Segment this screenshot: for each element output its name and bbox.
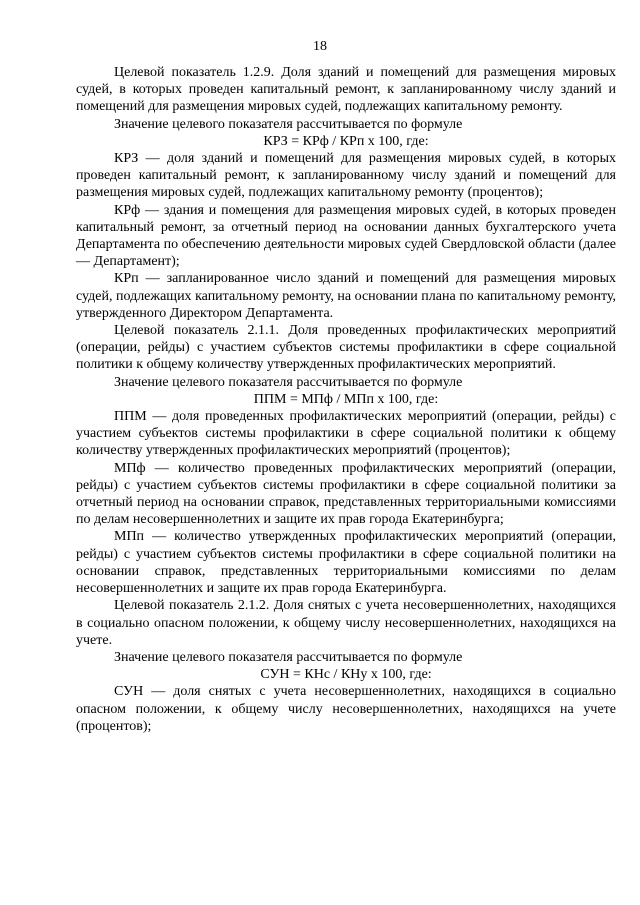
paragraph-formula-intro: Значение целевого показателя рассчитывается по формуле (114, 649, 463, 665)
formula-krz: КРЗ = КРф / КРп x 100, где: (263, 133, 429, 149)
paragraph-definition-mpf: МПф — количество проведенных профилактических мероприятий (операции, рейды) с участием субъектов системы профилактики в сфере социальной политики за отчетный период на основании справок, представленных территориальными комиссиями по делам несовершеннолетних и защите их прав города Екатеринбурга; (76, 460, 616, 528)
paragraph-definition-krp: КРп — запланированное число зданий и помещений для размещения мировых судей, подлежащих капитальному ремонту, на основании плана по капитальному ремонту, утвержденного Директором Департамента. (76, 271, 616, 321)
paragraph-definition-sun: СУН — доля снятых с учета несовершеннолетних, находящихся в социально опасном положении, к общему числу несовершеннолетних, находящихся на учете (процентов); (76, 684, 616, 734)
paragraph-indicator-2-1-1: Целевой показатель 2.1.1. Доля проведенных профилактических мероприятий (операции, рейды) с участием субъектов системы профилактики в сфере социальной политики к общему количеству утвержденных профилактических мероприятий. (76, 323, 616, 373)
paragraph-indicator-1-2-9: Целевой показатель 1.2.9. Доля зданий и помещений для размещения мировых судей, в которых проведен капитальный ремонт, к запланированному числу зданий и помещений для размещения мировых судей, подлежащих капитальному ремонту. (76, 65, 616, 115)
paragraph-formula-intro: Значение целевого показателя рассчитывается по формуле (114, 116, 463, 132)
paragraph-definition-mpp: МПп — количество утвержденных профилактических мероприятий (операции, рейды) с участием субъектов системы профилактики в сфере социальной политики на основании справок, представленных территориальными комиссиями по делам несовершеннолетних и защите их прав города Екатеринбурга. (76, 529, 616, 597)
paragraph-formula-intro: Значение целевого показателя рассчитывается по формуле (114, 374, 463, 390)
paragraph-indicator-2-1-2: Целевой показатель 2.1.2. Доля снятых с учета несовершеннолетних, находящихся в социально опасном положении, к общему числу несовершеннолетних, находящихся на учете. (76, 598, 616, 648)
page-number: 18 (313, 39, 327, 54)
paragraph-definition-ppm: ППМ — доля проведенных профилактических мероприятий (операции, рейды) с участием субъектов системы профилактики в сфере социальной политики к общему количеству утвержденных профилактических мероприятий (процентов); (76, 409, 616, 459)
paragraph-definition-krz: КРЗ — доля зданий и помещений для размещения мировых судей, в которых проведен капитальный ремонт, к запланированному числу зданий и помещений для размещения мировых судей, подлежащих капитальному ремонту (процентов); (76, 151, 616, 201)
formula-ppm: ППМ = МПф / МПп x 100, где: (253, 391, 439, 407)
document-body (76, 64, 616, 735)
formula-sun: СУН = КНс / КНу x 100, где: (260, 667, 432, 683)
paragraph-definition-krf: КРф — здания и помещения для размещения мировых судей, в которых проведен капитальный ремонт, за отчетный период на основании данных бухгалтерского учета Департамента по обеспечению деятельности мировых судей Свердловской области (далее — Департамент); (76, 202, 616, 270)
